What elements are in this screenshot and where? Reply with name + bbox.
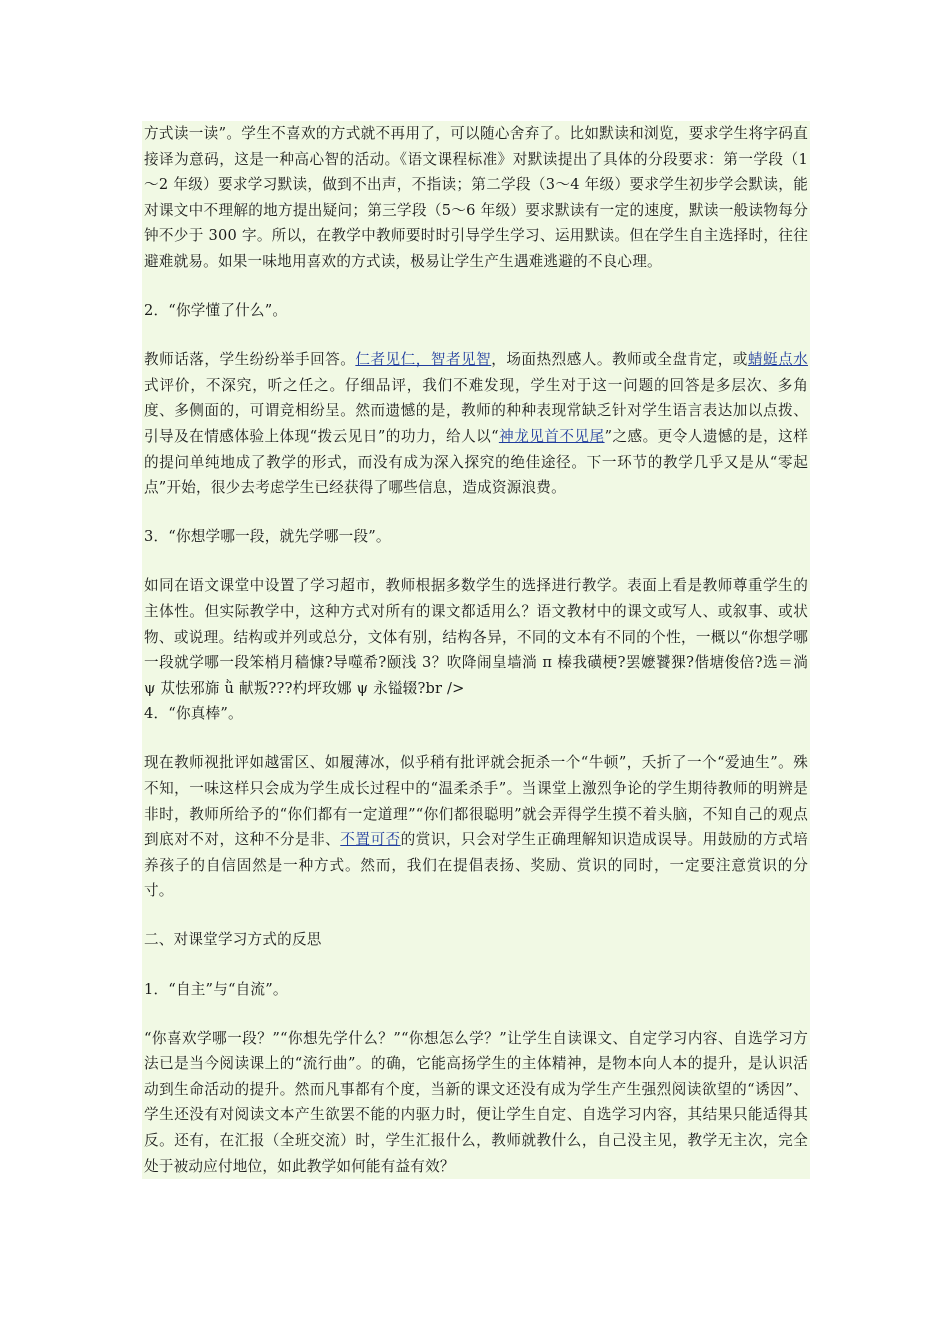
heading-you-are-great: 4．“你真棒”。 xyxy=(144,705,243,723)
idiom-link-renzhe[interactable]: 仁者见仁，智者见智 xyxy=(355,351,492,369)
document-body xyxy=(142,121,810,1179)
text-segment: 的赏识，只会对学生正确理解知识造成误导。用鼓励的方式培养孩子的自信固然是一种方式。然而，我们在提倡表扬、奖励、赏识的同时，一定要注意赏识的分寸。 xyxy=(144,831,808,900)
spacer xyxy=(142,1002,810,1026)
paragraph-choose-section: 如同在语文课堂中设置了学习超市，教师根据多数学生的选择进行教学。表面上看是教师尊重学生的主体性。但实际教学中，这种方式对所有的课文都适用么？语文教材中的课文或写人、或叙事、或状物、或说理。结构或并列或总分，文体有别，结构各异，不同的文本有不同的个性，一概以“你想学哪一段就学哪一段笨梢月穑慷?导噬希?颐浅 3？吹降闹皇墙淌 π 榛我磺梗?罢嬷饕猓?偕塘俊倍?选＝淌 ψ 苁怯邪旆 ǜ 献叛???杓坪玫娜 ψ 永镒辍?br /> xyxy=(144,577,808,697)
idiom-link-qingting[interactable]: 蜻蜓点水 xyxy=(747,351,808,369)
idiom-link-buzhikefou[interactable]: 不置可否 xyxy=(340,831,401,849)
paragraph-what-did-you-learn xyxy=(142,347,810,501)
heading-what-did-you-learn: 2．“你学懂了什么”。 xyxy=(144,302,288,320)
paragraph-silent-reading: 方式读一读”。学生不喜欢的方式就不再用了，可以随心舍弃了。比如默读和浏览，要求学生将字码直接译为意码，这是一种高心智的活动。《语文课程标准》对默读提出了具体的分段要求：第一学段（1～2 年级）要求学习默读，做到不出声，不指读；第二学段（3～4 年级）要求学生初步学会默读，能对课文中不理解的地方提出疑问；第三学段（5～6 年级）要求默读有一定的速度，默读一般读物每分钟不少于 300 字。所以，在教学中教师要时时引导学生学习、运用默读。但在学生自主选择时，往往避难就易。如果一味地用喜欢的方式读，极易让学生产生遇难逃避的不良心理。 xyxy=(144,125,808,270)
spacer xyxy=(142,904,810,928)
idiom-link-shenlong[interactable]: 神龙见首不见尾 xyxy=(498,427,605,445)
spacer xyxy=(142,275,810,299)
heading-choose-section: 3．“你想学哪一段，就先学哪一段”。 xyxy=(144,528,391,546)
text-segment: ”之感。更令人遗憾的是，这样的提问单纯地成了教学的形式，而没有成为深入探究的绝佳途径。下一环节的教学几乎又是从“零起点”开始，很少去考虑学生已经获得了哪些信息，造成资源浪费。 xyxy=(144,427,809,497)
text-segment: ，场面热烈感人。教师或全盘肯定，或 xyxy=(491,351,748,369)
text-segment: 现在教师视批评如越雷区、如履薄冰，似乎稍有批评就会扼杀一个“牛顿”，夭折了一个“爱迪生”。殊不知，一味这样只会成为学生成长过程中的“温柔杀手”。当课堂上激烈争论的学生期待教师的明辨是非时，教师所给予的“你们都有一定道理”“你们都很聪明”就会弄得学生摸不着头脑，不知自己的观点到底对不对，这种不分是非、 xyxy=(144,754,808,849)
spacer xyxy=(142,550,810,574)
spacer xyxy=(142,501,810,525)
heading-autonomy: 1．“自主”与“自流”。 xyxy=(144,980,288,998)
paragraph-autonomy: “你喜欢学哪一段？”“你想先学什么？”“你想怎么学？”让学生自读课文、自定学习内容、自选学习方法已是当今阅读课上的“流行曲”。的确，它能高扬学生的主体精神，是物本向人本的提升，是认识活动到生命活动的提升。然而凡事都有个度，当新的课文还没有成为学生产生强烈阅读欲望的“诱因”、学生还没有对阅读文本产生欲罢不能的内驱力时，便让学生自定、自选学习内容，其结果只能适得其反。还有，在汇报（全班交流）时，学生汇报什么，教师就教什么，自己没主见，教学无主次，完全处于被动应付地位，如此教学如何能有益有效？ xyxy=(144,1029,808,1175)
text-segment: 教师话落，学生纷纷举手回答。 xyxy=(144,351,356,369)
text-segment: 式评价，不深究，听之任之。仔细品评，我们不难发现，学生对于这一问题的回答是多层次、多角度、多侧面的，可谓竞相纷呈。然而遗憾的是，教师的种种表现常缺乏针对学生语言表达加以点拨、引导及在情感体验上体现“拨云见日”的功力，给人以“ xyxy=(144,376,808,445)
spacer xyxy=(142,953,810,977)
paragraph-you-are-great xyxy=(142,750,810,904)
spacer xyxy=(142,727,810,751)
spacer xyxy=(142,324,810,348)
section-heading-learning-methods: 二、对课堂学习方式的反思 xyxy=(144,931,322,949)
